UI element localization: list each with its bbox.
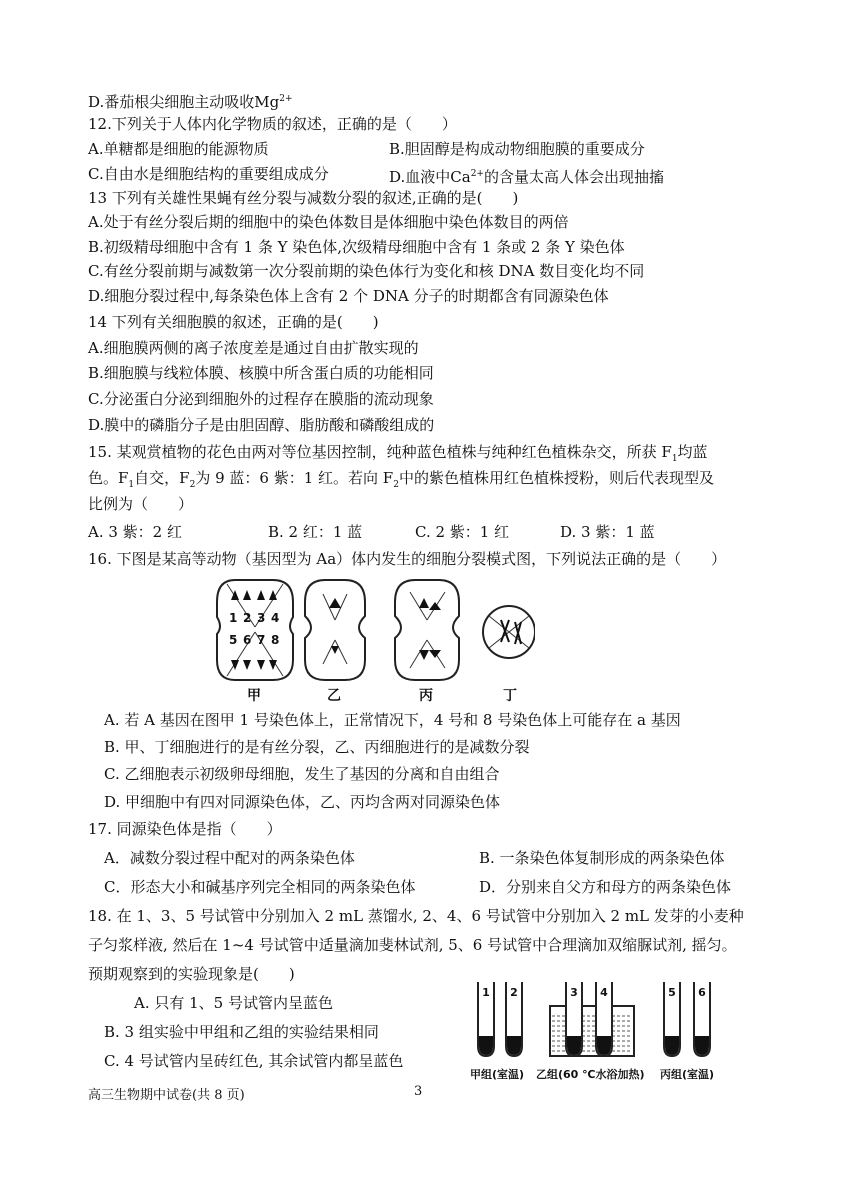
option-16d: D. 甲细胞中有四对同源染色体，乙、丙均含两对同源染色体 [104,793,501,811]
cell-division-figure [205,572,535,704]
tube-number: 1 [482,986,490,999]
option-18c: C. 4 号试管内呈砖红色, 其余试管内都呈蓝色 [104,1052,404,1070]
chromosome-number: 8 [271,633,280,647]
tube-number: 3 [570,986,578,999]
footer-title: 高三生物期中试卷(共 8 页) [88,1088,245,1103]
tube-number: 5 [668,986,676,999]
tube-number: 6 [698,986,706,999]
chromosome-number: 6 [243,633,252,647]
group-label-jia: 甲组(室温) [470,1068,525,1081]
option-17a: A．减数分裂过程中配对的两条染色体 [104,849,355,867]
option-14d: D.膜中的磷脂分子是由胆固醇、脂肪酸和磷酸组成的 [88,416,435,434]
option-12b: B.胆固醇是构成动物细胞膜的重要成分 [389,140,645,158]
option-15a: A. 3 紫：2 红 [88,523,182,541]
option-14b: B.细胞膜与线粒体膜、核膜中所含蛋白质的功能相同 [88,364,434,382]
option-18b: B. 3 组实验中甲组和乙组的实验结果相同 [104,1023,379,1041]
chromosome-number: 3 [257,611,266,625]
option-15b: B. 2 红：1 蓝 [268,523,363,541]
option-13b: B.初级精母细胞中含有 1 条 Y 染色体,次级精母细胞中含有 1 条或 2 条 Y 染色体 [88,238,625,256]
option-13d: D.细胞分裂过程中,每条染色体上含有 2 个 DNA 分子的时期都含有同源染色体 [88,287,609,305]
figure-label-bing: 丙 [419,688,433,704]
option-17c: C．形态大小和碱基序列完全相同的两条染色体 [104,878,416,896]
chromosome-number: 1 [229,611,238,625]
page-number: 3 [414,1084,423,1099]
tube-number: 2 [510,986,518,999]
option-13c: C.有丝分裂前期与减数第一次分裂前期的染色体行为变化和核 DNA 数目变化均不同 [88,262,645,280]
figure-label-ding: 丁 [503,688,517,704]
tube-number: 4 [600,986,608,999]
chromosome-number: 4 [271,611,280,625]
question-13: 13 下列有关雄性果蝇有丝分裂与减数分裂的叙述,正确的是( ) [88,189,519,207]
option-16a: A. 若 A 基因在图甲 1 号染色体上，正常情况下，4 号和 8 号染色体上可能存在 a 基因 [104,711,681,729]
question-12: 12.下列关于人体内化学物质的叙述，正确的是（ ） [88,115,457,133]
option-17b: B. 一条染色体复制形成的两条染色体 [479,849,725,867]
question-14: 14 下列有关细胞膜的叙述，正确的是( ) [88,313,379,331]
option-12d: D.血液中$Ca^{2+}$的含量太高人体会出现抽搐 [389,168,664,186]
option-13a: A.处于有丝分裂后期的细胞中的染色体数目是体细胞中染色体数目的两倍 [88,213,569,231]
question-15-line3: 比例为（ ） [88,495,194,513]
option-15d: D. 3 紫：1 蓝 [560,523,655,541]
option-16c: C. 乙细胞表示初级卵母细胞，发生了基因的分离和自由组合 [104,765,500,783]
option-17d: D．分别来自父方和母方的两条染色体 [479,878,732,896]
option-12c: C.自由水是细胞结构的重要组成成分 [88,165,329,183]
option-16b: B. 甲、丁细胞进行的是有丝分裂，乙、丙细胞进行的是减数分裂 [104,738,530,756]
option-line: D.番茄根尖细胞主动吸收$Mg^{2+}$ [88,93,293,111]
option-15c: C. 2 紫：1 红 [415,523,510,541]
option-14a: A.细胞膜两侧的离子浓度差是通过自由扩散实现的 [88,339,419,357]
question-15-line2: 色。$F_1$自交，$F_2$为 9 蓝：6 紫：1 红。若向 $F_2$中的紫色植株用红色植株授粉，则后代表现型及 [88,469,714,490]
group-label-yi: 乙组(60 ℃水浴加热) [536,1068,645,1081]
question-18-line1: 18. 在 1、3、5 号试管中分别加入 2 mL 蒸馏水, 2、4、6 号试管中分别加入 2 mL 发芽的小麦种 [88,907,744,925]
question-18-line3: 预期观察到的实验现象是( ) [88,965,295,983]
chromosome-number: 2 [243,611,252,625]
figure-label-yi: 乙 [327,688,341,704]
test-tube-figure [468,968,758,1086]
chromosome-number: 5 [229,633,238,647]
question-15-line1: 15. 某观赏植物的花色由两对等位基因控制，纯种蓝色植株与纯种红色植株杂交，所获 $F_1$均蓝 [88,443,708,464]
option-14c: C.分泌蛋白分泌到细胞外的过程存在膜脂的流动现象 [88,390,434,408]
group-label-bing: 丙组(室温) [660,1068,715,1081]
chromosome-number: 7 [257,633,266,647]
question-17: 17. 同源染色体是指（ ） [88,820,282,838]
question-18-line2: 子匀浆样液, 然后在 1~4 号试管中适量滴加斐林试剂, 5、6 号试管中合理滴加双缩脲试剂, 摇匀。 [88,936,737,954]
figure-label-jia: 甲 [247,688,261,704]
option-12a: A.单糖都是细胞的能源物质 [88,140,269,158]
option-18a: A. 只有 1、5 号试管内呈蓝色 [134,994,333,1012]
question-16: 16. 下图是某高等动物（基因型为 Aa）体内发生的细胞分裂模式图，下列说法正确的是（ ） [88,550,727,568]
